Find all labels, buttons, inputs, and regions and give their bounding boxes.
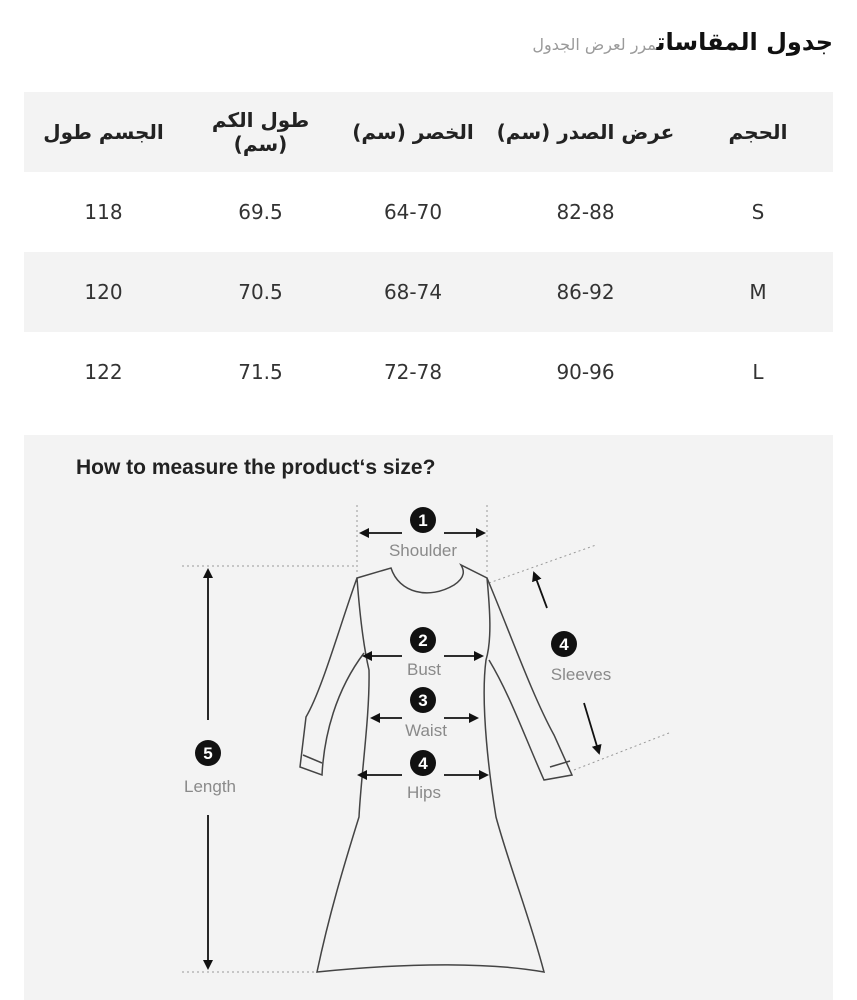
shoulder-badge <box>410 507 436 533</box>
table-cell: 122 <box>84 360 123 384</box>
column-header-size: الحجم <box>728 120 788 144</box>
table-cell: L <box>752 360 764 384</box>
table-header-row <box>24 92 833 172</box>
table-cell: 86-92 <box>556 280 615 304</box>
table-cell: 90-96 <box>556 360 615 384</box>
bust-label: Bust <box>406 660 442 679</box>
sleeves-badge <box>551 631 577 657</box>
badge-number: 5 <box>203 744 213 763</box>
table-cell: 69.5 <box>238 200 283 224</box>
table-cell: 82-88 <box>556 200 615 224</box>
column-header-length: الجسم طول <box>43 120 164 144</box>
measure-guide <box>24 435 833 1000</box>
size-table[interactable] <box>24 92 833 412</box>
bust-badge <box>410 627 436 653</box>
table-cell: 70.5 <box>238 280 283 304</box>
badge-number: 4 <box>418 754 428 773</box>
waist-label: Waist <box>405 721 447 740</box>
dress-outline <box>300 565 572 972</box>
sleeves-label: Sleeves <box>550 665 612 684</box>
badge-number: 4 <box>559 635 569 654</box>
measure-arrows <box>208 533 599 968</box>
table-cell: 120 <box>84 280 123 304</box>
badge-number: 1 <box>418 511 428 530</box>
waist-badge <box>410 687 436 713</box>
shoulder-label: Shoulder <box>388 541 458 560</box>
table-cell: 72-78 <box>383 360 443 384</box>
table-row <box>24 252 833 332</box>
dress-diagram <box>24 435 833 1000</box>
table-cell: 64-70 <box>383 200 443 224</box>
column-header-sleeve: طول الكم (سم) <box>211 108 310 156</box>
page-title: جدول المقاسات <box>656 28 833 56</box>
table-cell: S <box>751 200 765 224</box>
column-header-bust: عرض الصدر (سم) <box>496 120 675 144</box>
badge-number: 2 <box>418 631 428 650</box>
hips-badge <box>410 750 436 776</box>
scroll-hint: مرر لعرض الجدول <box>532 35 657 54</box>
guide-title: How to measure the product‘s size? <box>76 456 436 479</box>
table-cell: 71.5 <box>238 360 283 384</box>
table-row <box>24 172 833 252</box>
length-badge <box>195 740 221 766</box>
column-header-waist: الخصر (سم) <box>352 120 474 144</box>
table-cell: M <box>749 280 767 304</box>
title-row <box>532 28 833 56</box>
hips-label: Hips <box>406 783 442 802</box>
badge-number: 3 <box>418 691 428 710</box>
table-cell: 68-74 <box>383 280 443 304</box>
table-cell: 118 <box>84 200 123 224</box>
table-row <box>24 332 833 412</box>
length-label: Length <box>184 777 236 796</box>
